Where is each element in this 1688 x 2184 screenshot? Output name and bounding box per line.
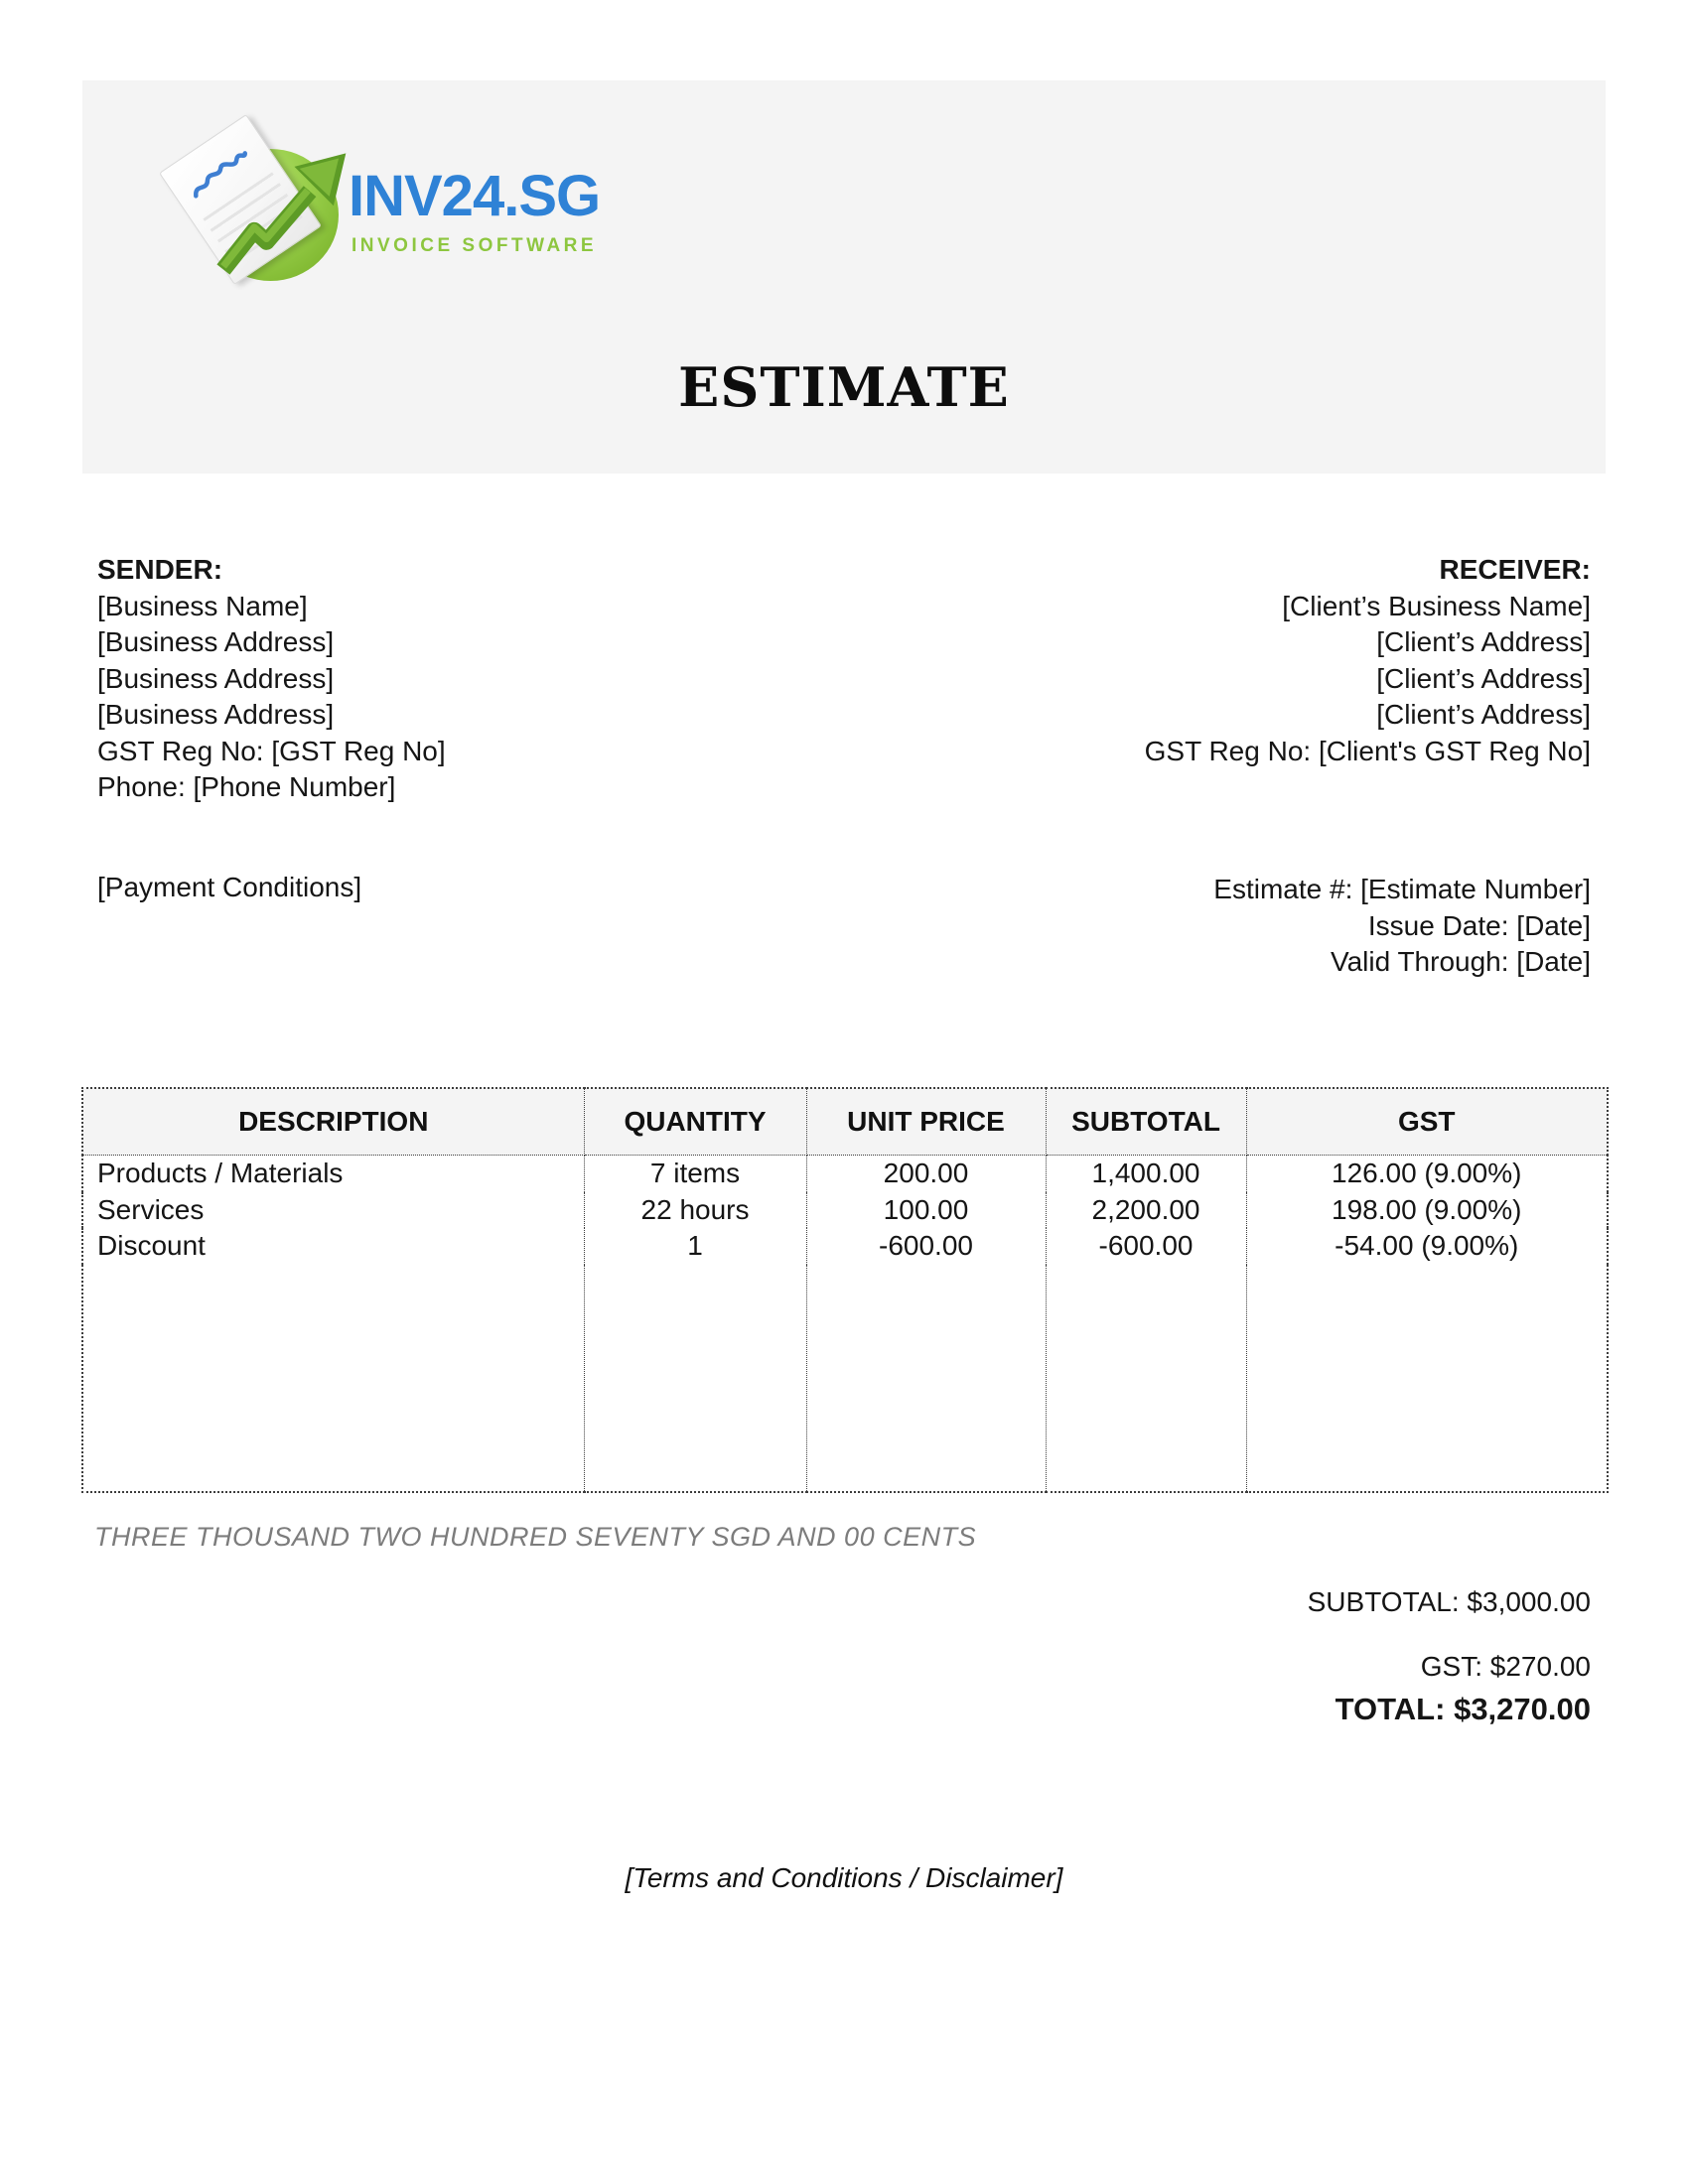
sender-line: [Business Address] [97,626,335,657]
sender-line: [Business Address] [97,699,335,730]
total-row [1336,1692,1591,1727]
cell-quantity: 22 hours [584,1192,806,1229]
sender-section [97,552,446,806]
payment-conditions: [Payment Conditions] [97,872,362,902]
receiver-label: RECEIVER: [1439,554,1591,585]
cell-gst: 126.00 (9.00%) [1246,1156,1608,1192]
growth-arrow-icon [207,144,355,283]
meta-label: Estimate #: [1213,874,1353,904]
total-value: $3,270.00 [1454,1692,1591,1726]
column-header-quantity: QUANTITY [584,1088,806,1156]
table-header-row [82,1088,1608,1156]
cell-quantity: 1 [584,1228,806,1265]
cell-unit-price: 200.00 [806,1156,1046,1192]
sender-line: GST Reg No: [GST Reg No] [97,735,446,766]
table-row [82,1192,1608,1229]
subtotal-row [1308,1586,1591,1618]
estimate-meta-line [1213,908,1591,945]
meta-value: [Date] [1516,946,1591,977]
estimate-meta [1213,872,1591,981]
cell-unit-price: 100.00 [806,1192,1046,1229]
header-band [82,80,1606,474]
table-row [82,1156,1608,1192]
gst-value: $270.00 [1489,1651,1591,1682]
cell-gst: -54.00 (9.00%) [1246,1228,1608,1265]
sender-line: [Business Address] [97,662,335,694]
estimate-meta-line [1213,872,1591,908]
table-row [82,1228,1608,1265]
meta-value: [Date] [1516,909,1591,941]
sender-label: SENDER: [97,554,223,585]
estimate-meta-line [1213,944,1591,981]
receiver-line: [Client’s Business Name] [1282,590,1591,621]
receiver-line: [Client’s Address] [1376,699,1591,730]
cell-description: Services [82,1192,584,1229]
receiver-line: [Client’s Address] [1376,626,1591,657]
terms-note: [Terms and Conditions / Disclaimer] [625,1862,1063,1893]
column-header-gst: GST [1246,1088,1608,1156]
meta-value: [Estimate Number] [1360,874,1591,904]
brand-tagline: INVOICE SOFTWARE [352,235,598,256]
table-filler-row [82,1265,1608,1492]
subtotal-value: $3,000.00 [1467,1586,1591,1617]
column-header-subtotal: SUBTOTAL [1046,1088,1246,1156]
cell-description: Products / Materials [82,1156,584,1192]
cell-subtotal: 2,200.00 [1046,1192,1246,1229]
gst-label: GST: [1420,1651,1482,1682]
brand-text: INV24.SG [349,164,601,228]
subtotal-label: SUBTOTAL: [1307,1586,1460,1617]
amount-in-words: THREE THOUSAND TWO HUNDRED SEVENTY SGD AND 00 CENTS [94,1522,977,1552]
column-header-description: DESCRIPTION [82,1088,584,1156]
receiver-section [1145,552,1591,769]
meta-label: Issue Date: [1367,909,1509,941]
cell-subtotal: -600.00 [1046,1228,1246,1265]
column-header-unit-price: UNIT PRICE [806,1088,1046,1156]
cell-quantity: 7 items [584,1156,806,1192]
gst-row [1421,1651,1591,1683]
items-table-wrapper [81,1087,1609,1493]
meta-label: Valid Through: [1330,946,1509,977]
sender-line: [Business Name] [97,590,308,621]
cell-description: Discount [82,1228,584,1265]
cell-unit-price: -600.00 [806,1228,1046,1265]
cell-gst: 198.00 (9.00%) [1246,1192,1608,1229]
receiver-line: GST Reg No: [Client's GST Reg No] [1144,735,1591,766]
items-table [81,1087,1609,1493]
cell-subtotal: 1,400.00 [1046,1156,1246,1192]
receiver-line: [Client’s Address] [1376,662,1591,694]
sender-line: Phone: [Phone Number] [97,771,396,802]
document-title: ESTIMATE [678,355,1010,419]
total-label: TOTAL: [1335,1692,1446,1726]
